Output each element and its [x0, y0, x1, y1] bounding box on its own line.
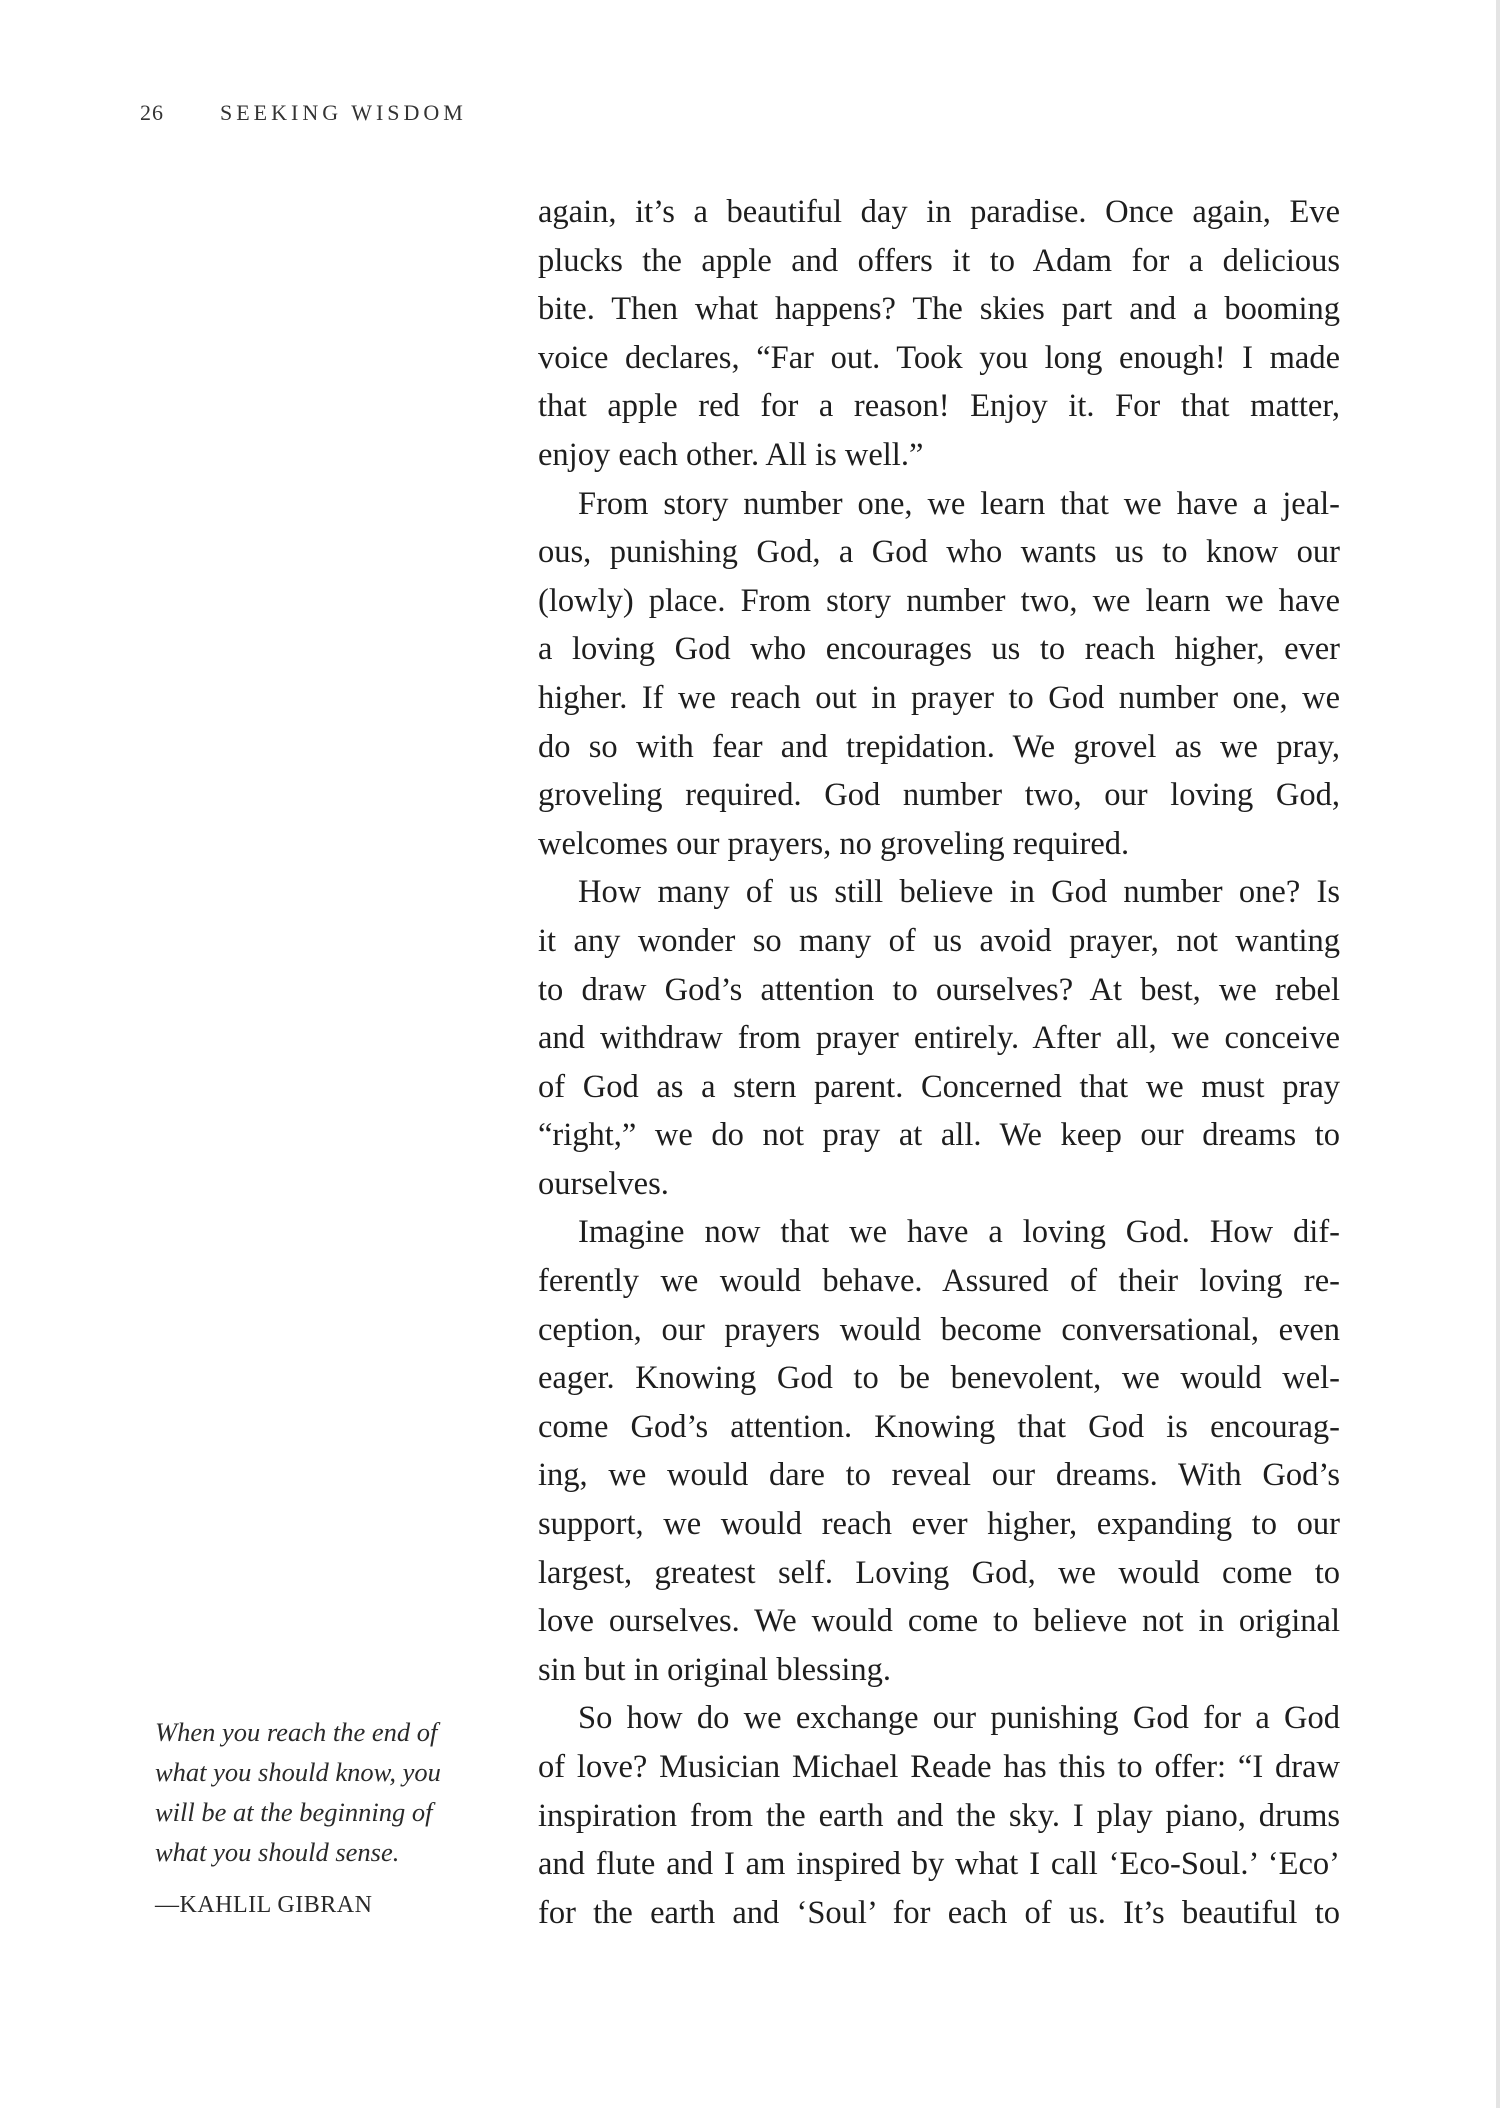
- text-line: eager. Knowing God to be benevolent, we would wel-: [538, 1360, 1340, 1397]
- text-line: largest, greatest self. Loving God, we would come to: [538, 1554, 1340, 1591]
- text-line: do so with fear and trepidation. We grovel as we pray,: [538, 728, 1340, 765]
- text-line: of God as a stern parent. Concerned that we must pray: [538, 1068, 1340, 1105]
- text-line: that apple red for a reason! Enjoy it. For that matter,: [538, 388, 1340, 425]
- page-number: 26: [140, 100, 164, 125]
- text-line: enjoy each other. All is well.”: [538, 436, 924, 473]
- text-line: “right,” we do not pray at all. We keep our dreams to: [538, 1117, 1340, 1154]
- text-line: ourselves.: [538, 1165, 669, 1202]
- text-line: sin but in original blessing.: [538, 1651, 891, 1688]
- text-line: plucks the apple and offers it to Adam for a delicious: [538, 242, 1340, 279]
- text-line: support, we would reach ever higher, expanding to our: [538, 1506, 1340, 1543]
- text-line: love ourselves. We would come to believe not in original: [538, 1603, 1340, 1640]
- quote-line: what you should sense.: [155, 1837, 400, 1867]
- text-line: groveling required. God number two, our loving God,: [538, 777, 1340, 814]
- text-line: voice declares, “Far out. Took you long enough! I made: [538, 339, 1340, 376]
- quote-line: When you reach the end of: [155, 1717, 438, 1747]
- text-line: of love? Musician Michael Reade has this to offer: “I draw: [538, 1749, 1340, 1785]
- text-line: for the earth and ‘Soul’ for each of us. It’s beautiful to: [538, 1894, 1340, 1931]
- text-line: ous, punishing God, a God who wants us to know our: [538, 534, 1340, 571]
- text-line: to draw God’s attention to ourselves? At best, we rebel: [538, 971, 1340, 1008]
- text-line: and flute and I am inspired by what I call ‘Eco-Soul.’ ‘Eco’: [538, 1846, 1340, 1883]
- quote-line: will be at the beginning of: [155, 1797, 433, 1827]
- running-head: [140, 100, 467, 126]
- text-line: (lowly) place. From story number two, we learn we have: [538, 582, 1340, 619]
- text-line: and withdraw from prayer entirely. After all, we conceive: [538, 1020, 1340, 1057]
- text-line: a loving God who encourages us to reach higher, ever: [538, 631, 1340, 668]
- quote-line: what you should know, you: [155, 1757, 441, 1787]
- text-line: inspiration from the earth and the sky. I play piano, drums: [538, 1797, 1340, 1834]
- text-line: From story number one, we learn that we have a jeal-: [578, 485, 1340, 522]
- text-line: welcomes our prayers, no groveling required.: [538, 825, 1130, 862]
- quote-attribution: —KAHLIL GIBRAN: [155, 1892, 373, 1918]
- text-line: bite. Then what happens? The skies part and a booming: [538, 291, 1340, 328]
- page-edge: [1496, 0, 1500, 2108]
- text-line: higher. If we reach out in prayer to God number one, we: [538, 679, 1340, 716]
- text-line: How many of us still believe in God number one? Is: [578, 874, 1340, 911]
- text-line: again, it’s a beautiful day in paradise. Once again, Eve: [538, 194, 1340, 230]
- text-line: Imagine now that we have a loving God. How dif-: [578, 1214, 1340, 1251]
- body-text: [538, 188, 1340, 1937]
- text-line: it any wonder so many of us avoid prayer, not wanting: [538, 922, 1340, 959]
- sidebar-quote: [155, 1712, 495, 1919]
- text-line: So how do we exchange our punishing God for a God: [578, 1700, 1340, 1737]
- text-line: come God’s attention. Knowing that God is encourag-: [538, 1408, 1340, 1445]
- running-head-title: SEEKING WISDOM: [220, 100, 467, 125]
- text-line: ing, we would dare to reveal our dreams. With God’s: [538, 1457, 1340, 1494]
- text-line: ferently we would behave. Assured of their loving re-: [538, 1263, 1340, 1300]
- text-line: ception, our prayers would become conversational, even: [538, 1311, 1340, 1348]
